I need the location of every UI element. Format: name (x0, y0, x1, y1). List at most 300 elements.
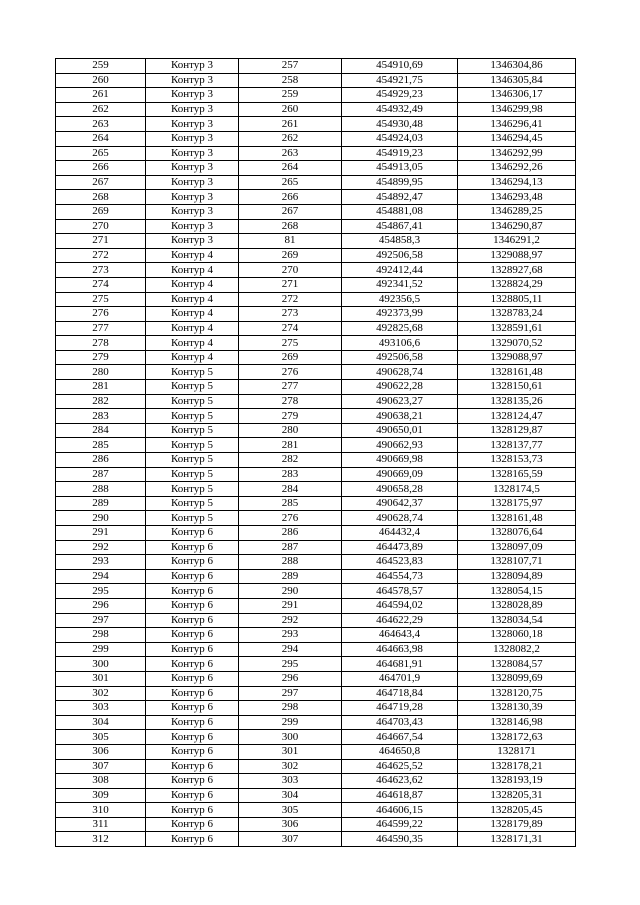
x-coordinate-cell: 492341,52 (342, 277, 458, 292)
row-number-cell: 284 (56, 423, 146, 438)
y-coordinate-cell: 1328084,57 (458, 657, 576, 672)
table-row (56, 555, 576, 570)
contour-name-cell: Контур 3 (146, 73, 239, 88)
table-row (56, 409, 576, 424)
contour-name-cell: Контур 6 (146, 715, 239, 730)
y-coordinate-cell: 1328076,64 (458, 526, 576, 541)
point-number-cell: 282 (239, 453, 342, 468)
contour-name-cell: Контур 6 (146, 803, 239, 818)
x-coordinate-cell: 464667,54 (342, 730, 458, 745)
y-coordinate-cell: 1328179,89 (458, 817, 576, 832)
contour-name-cell: Контур 5 (146, 496, 239, 511)
point-number-cell: 295 (239, 657, 342, 672)
table-row (56, 336, 576, 351)
y-coordinate-cell: 1328927,68 (458, 263, 576, 278)
point-number-cell: 269 (239, 350, 342, 365)
point-number-cell: 281 (239, 438, 342, 453)
row-number-cell: 302 (56, 686, 146, 701)
contour-name-cell: Контур 3 (146, 234, 239, 249)
contour-name-cell: Контур 5 (146, 394, 239, 409)
y-coordinate-cell: 1328205,31 (458, 788, 576, 803)
point-number-cell: 263 (239, 146, 342, 161)
table-row (56, 496, 576, 511)
x-coordinate-cell: 492506,58 (342, 248, 458, 263)
contour-name-cell: Контур 3 (146, 59, 239, 74)
table-row (56, 526, 576, 541)
y-coordinate-cell: 1328097,09 (458, 540, 576, 555)
contour-name-cell: Контур 4 (146, 307, 239, 322)
contour-name-cell: Контур 6 (146, 628, 239, 643)
row-number-cell: 282 (56, 394, 146, 409)
table-row (56, 438, 576, 453)
point-number-cell: 274 (239, 321, 342, 336)
row-number-cell: 280 (56, 365, 146, 380)
x-coordinate-cell: 454924,03 (342, 131, 458, 146)
contour-name-cell: Контур 3 (146, 204, 239, 219)
table-row (56, 146, 576, 161)
y-coordinate-cell: 1328193,19 (458, 774, 576, 789)
contour-name-cell: Контур 4 (146, 292, 239, 307)
y-coordinate-cell: 1328150,61 (458, 380, 576, 395)
point-number-cell: 306 (239, 817, 342, 832)
x-coordinate-cell: 490650,01 (342, 423, 458, 438)
row-number-cell: 271 (56, 234, 146, 249)
row-number-cell: 297 (56, 613, 146, 628)
contour-name-cell: Контур 6 (146, 759, 239, 774)
x-coordinate-cell: 492412,44 (342, 263, 458, 278)
row-number-cell: 299 (56, 642, 146, 657)
table-row (56, 307, 576, 322)
contour-name-cell: Контур 4 (146, 277, 239, 292)
x-coordinate-cell: 464643,4 (342, 628, 458, 643)
contour-name-cell: Контур 3 (146, 102, 239, 117)
y-coordinate-cell: 1329088,97 (458, 350, 576, 365)
point-number-cell: 275 (239, 336, 342, 351)
contour-name-cell: Контур 4 (146, 321, 239, 336)
row-number-cell: 294 (56, 569, 146, 584)
table-row (56, 292, 576, 307)
row-number-cell: 306 (56, 744, 146, 759)
contour-name-cell: Контур 3 (146, 219, 239, 234)
row-number-cell: 298 (56, 628, 146, 643)
point-number-cell: 272 (239, 292, 342, 307)
table-row (56, 380, 576, 395)
row-number-cell: 288 (56, 482, 146, 497)
contour-name-cell: Контур 6 (146, 555, 239, 570)
table-row (56, 453, 576, 468)
contour-name-cell: Контур 4 (146, 248, 239, 263)
y-coordinate-cell: 1328129,87 (458, 423, 576, 438)
row-number-cell: 301 (56, 671, 146, 686)
table-row (56, 774, 576, 789)
contour-name-cell: Контур 5 (146, 453, 239, 468)
point-number-cell: 276 (239, 365, 342, 380)
point-number-cell: 305 (239, 803, 342, 818)
row-number-cell: 259 (56, 59, 146, 74)
x-coordinate-cell: 454892,47 (342, 190, 458, 205)
y-coordinate-cell: 1328099,69 (458, 671, 576, 686)
point-number-cell: 285 (239, 496, 342, 511)
point-number-cell: 287 (239, 540, 342, 555)
row-number-cell: 281 (56, 380, 146, 395)
row-number-cell: 260 (56, 73, 146, 88)
x-coordinate-cell: 490623,27 (342, 394, 458, 409)
row-number-cell: 289 (56, 496, 146, 511)
row-number-cell: 262 (56, 102, 146, 117)
point-number-cell: 269 (239, 248, 342, 263)
y-coordinate-cell: 1328174,5 (458, 482, 576, 497)
x-coordinate-cell: 492506,58 (342, 350, 458, 365)
y-coordinate-cell: 1328178,21 (458, 759, 576, 774)
y-coordinate-cell: 1328107,71 (458, 555, 576, 570)
contour-name-cell: Контур 6 (146, 774, 239, 789)
row-number-cell: 287 (56, 467, 146, 482)
y-coordinate-cell: 1328153,73 (458, 453, 576, 468)
table-row (56, 321, 576, 336)
point-number-cell: 290 (239, 584, 342, 599)
table-row (56, 423, 576, 438)
table-row (56, 175, 576, 190)
contour-name-cell: Контур 6 (146, 598, 239, 613)
table-row (56, 540, 576, 555)
x-coordinate-cell: 454858,3 (342, 234, 458, 249)
y-coordinate-cell: 1328175,97 (458, 496, 576, 511)
table-row (56, 511, 576, 526)
x-coordinate-cell: 454899,95 (342, 175, 458, 190)
point-number-cell: 258 (239, 73, 342, 88)
x-coordinate-cell: 464623,62 (342, 774, 458, 789)
point-number-cell: 276 (239, 511, 342, 526)
table-row (56, 584, 576, 599)
contour-name-cell: Контур 6 (146, 686, 239, 701)
x-coordinate-cell: 492825,68 (342, 321, 458, 336)
table-row (56, 467, 576, 482)
point-number-cell: 302 (239, 759, 342, 774)
x-coordinate-cell: 490658,28 (342, 482, 458, 497)
x-coordinate-cell: 464618,87 (342, 788, 458, 803)
row-number-cell: 265 (56, 146, 146, 161)
row-number-cell: 305 (56, 730, 146, 745)
y-coordinate-cell: 1328165,59 (458, 467, 576, 482)
table-row (56, 277, 576, 292)
contour-name-cell: Контур 6 (146, 671, 239, 686)
row-number-cell: 283 (56, 409, 146, 424)
x-coordinate-cell: 490622,28 (342, 380, 458, 395)
x-coordinate-cell: 464578,57 (342, 584, 458, 599)
point-number-cell: 289 (239, 569, 342, 584)
x-coordinate-cell: 464606,15 (342, 803, 458, 818)
table-row (56, 569, 576, 584)
y-coordinate-cell: 1346290,87 (458, 219, 576, 234)
row-number-cell: 268 (56, 190, 146, 205)
row-number-cell: 278 (56, 336, 146, 351)
contour-name-cell: Контур 6 (146, 730, 239, 745)
contour-name-cell: Контур 4 (146, 350, 239, 365)
table-row (56, 88, 576, 103)
point-number-cell: 307 (239, 832, 342, 847)
row-number-cell: 291 (56, 526, 146, 541)
y-coordinate-cell: 1328171 (458, 744, 576, 759)
y-coordinate-cell: 1328028,89 (458, 598, 576, 613)
point-number-cell: 265 (239, 175, 342, 190)
point-number-cell: 267 (239, 204, 342, 219)
point-number-cell: 301 (239, 744, 342, 759)
x-coordinate-cell: 454921,75 (342, 73, 458, 88)
x-coordinate-cell: 490628,74 (342, 511, 458, 526)
x-coordinate-cell: 490642,37 (342, 496, 458, 511)
point-number-cell: 286 (239, 526, 342, 541)
table-row (56, 73, 576, 88)
contour-name-cell: Контур 5 (146, 365, 239, 380)
table-row (56, 642, 576, 657)
contour-name-cell: Контур 6 (146, 569, 239, 584)
table-row (56, 671, 576, 686)
row-number-cell: 261 (56, 88, 146, 103)
x-coordinate-cell: 464622,29 (342, 613, 458, 628)
point-number-cell: 283 (239, 467, 342, 482)
y-coordinate-cell: 1328172,63 (458, 730, 576, 745)
x-coordinate-cell: 492373,99 (342, 307, 458, 322)
contour-name-cell: Контур 3 (146, 88, 239, 103)
contour-name-cell: Контур 6 (146, 701, 239, 716)
x-coordinate-cell: 464590,35 (342, 832, 458, 847)
x-coordinate-cell: 464523,83 (342, 555, 458, 570)
table-row (56, 117, 576, 132)
contour-name-cell: Контур 3 (146, 190, 239, 205)
contour-name-cell: Контур 3 (146, 146, 239, 161)
x-coordinate-cell: 464554,73 (342, 569, 458, 584)
x-coordinate-cell: 454929,23 (342, 88, 458, 103)
contour-name-cell: Контур 6 (146, 832, 239, 847)
y-coordinate-cell: 1346296,41 (458, 117, 576, 132)
x-coordinate-cell: 454919,23 (342, 146, 458, 161)
row-number-cell: 269 (56, 204, 146, 219)
row-number-cell: 274 (56, 277, 146, 292)
y-coordinate-cell: 1346299,98 (458, 102, 576, 117)
contour-name-cell: Контур 3 (146, 175, 239, 190)
x-coordinate-cell: 464599,22 (342, 817, 458, 832)
y-coordinate-cell: 1346306,17 (458, 88, 576, 103)
point-number-cell: 262 (239, 131, 342, 146)
row-number-cell: 275 (56, 292, 146, 307)
x-coordinate-cell: 464681,91 (342, 657, 458, 672)
row-number-cell: 279 (56, 350, 146, 365)
x-coordinate-cell: 492356,5 (342, 292, 458, 307)
contour-name-cell: Контур 5 (146, 423, 239, 438)
contour-name-cell: Контур 5 (146, 380, 239, 395)
table-row (56, 744, 576, 759)
contour-name-cell: Контур 6 (146, 788, 239, 803)
contour-name-cell: Контур 6 (146, 613, 239, 628)
y-coordinate-cell: 1346294,45 (458, 131, 576, 146)
x-coordinate-cell: 490669,98 (342, 453, 458, 468)
y-coordinate-cell: 1329088,97 (458, 248, 576, 263)
table-row (56, 701, 576, 716)
contour-name-cell: Контур 5 (146, 511, 239, 526)
table-row (56, 102, 576, 117)
contour-name-cell: Контур 6 (146, 540, 239, 555)
table-row (56, 248, 576, 263)
y-coordinate-cell: 1328161,48 (458, 511, 576, 526)
x-coordinate-cell: 493106,6 (342, 336, 458, 351)
contour-name-cell: Контур 5 (146, 467, 239, 482)
point-number-cell: 270 (239, 263, 342, 278)
point-number-cell: 288 (239, 555, 342, 570)
x-coordinate-cell: 454867,41 (342, 219, 458, 234)
x-coordinate-cell: 454930,48 (342, 117, 458, 132)
table-row (56, 657, 576, 672)
row-number-cell: 293 (56, 555, 146, 570)
point-number-cell: 292 (239, 613, 342, 628)
contour-name-cell: Контур 5 (146, 409, 239, 424)
y-coordinate-cell: 1328135,26 (458, 394, 576, 409)
row-number-cell: 308 (56, 774, 146, 789)
x-coordinate-cell: 464663,98 (342, 642, 458, 657)
x-coordinate-cell: 454913,05 (342, 161, 458, 176)
x-coordinate-cell: 454881,08 (342, 204, 458, 219)
row-number-cell: 266 (56, 161, 146, 176)
point-number-cell: 280 (239, 423, 342, 438)
row-number-cell: 304 (56, 715, 146, 730)
contour-name-cell: Контур 5 (146, 438, 239, 453)
row-number-cell: 267 (56, 175, 146, 190)
table-row (56, 817, 576, 832)
point-number-cell: 266 (239, 190, 342, 205)
point-number-cell: 260 (239, 102, 342, 117)
y-coordinate-cell: 1328124,47 (458, 409, 576, 424)
row-number-cell: 272 (56, 248, 146, 263)
y-coordinate-cell: 1328094,89 (458, 569, 576, 584)
y-coordinate-cell: 1328591,61 (458, 321, 576, 336)
point-number-cell: 268 (239, 219, 342, 234)
table-row (56, 234, 576, 249)
table-row (56, 613, 576, 628)
y-coordinate-cell: 1328805,11 (458, 292, 576, 307)
point-number-cell: 300 (239, 730, 342, 745)
table-row (56, 161, 576, 176)
x-coordinate-cell: 464432,4 (342, 526, 458, 541)
contour-name-cell: Контур 6 (146, 642, 239, 657)
row-number-cell: 309 (56, 788, 146, 803)
y-coordinate-cell: 1328054,15 (458, 584, 576, 599)
coordinates-table-body (56, 59, 576, 847)
contour-name-cell: Контур 3 (146, 161, 239, 176)
point-number-cell: 278 (239, 394, 342, 409)
y-coordinate-cell: 1328824,29 (458, 277, 576, 292)
table-row (56, 788, 576, 803)
x-coordinate-cell: 454910,69 (342, 59, 458, 74)
contour-name-cell: Контур 4 (146, 336, 239, 351)
x-coordinate-cell: 490669,09 (342, 467, 458, 482)
point-number-cell: 293 (239, 628, 342, 643)
y-coordinate-cell: 1328082,2 (458, 642, 576, 657)
table-row (56, 832, 576, 847)
y-coordinate-cell: 1346289,25 (458, 204, 576, 219)
table-row (56, 803, 576, 818)
row-number-cell: 273 (56, 263, 146, 278)
x-coordinate-cell: 464625,52 (342, 759, 458, 774)
point-number-cell: 264 (239, 161, 342, 176)
coordinates-table (55, 58, 576, 847)
point-number-cell: 273 (239, 307, 342, 322)
row-number-cell: 303 (56, 701, 146, 716)
point-number-cell: 291 (239, 598, 342, 613)
row-number-cell: 311 (56, 817, 146, 832)
point-number-cell: 257 (239, 59, 342, 74)
y-coordinate-cell: 1328171,31 (458, 832, 576, 847)
point-number-cell: 284 (239, 482, 342, 497)
y-coordinate-cell: 1328120,75 (458, 686, 576, 701)
table-row (56, 204, 576, 219)
table-row (56, 131, 576, 146)
row-number-cell: 264 (56, 131, 146, 146)
contour-name-cell: Контур 3 (146, 117, 239, 132)
x-coordinate-cell: 454932,49 (342, 102, 458, 117)
point-number-cell: 279 (239, 409, 342, 424)
y-coordinate-cell: 1346294,13 (458, 175, 576, 190)
x-coordinate-cell: 490662,93 (342, 438, 458, 453)
table-row (56, 394, 576, 409)
x-coordinate-cell: 464473,89 (342, 540, 458, 555)
point-number-cell: 296 (239, 671, 342, 686)
y-coordinate-cell: 1328161,48 (458, 365, 576, 380)
row-number-cell: 300 (56, 657, 146, 672)
y-coordinate-cell: 1328130,39 (458, 701, 576, 716)
y-coordinate-cell: 1346293,48 (458, 190, 576, 205)
table-row (56, 59, 576, 74)
point-number-cell: 261 (239, 117, 342, 132)
x-coordinate-cell: 490628,74 (342, 365, 458, 380)
contour-name-cell: Контур 6 (146, 584, 239, 599)
point-number-cell: 271 (239, 277, 342, 292)
x-coordinate-cell: 464718,84 (342, 686, 458, 701)
x-coordinate-cell: 490638,21 (342, 409, 458, 424)
point-number-cell: 294 (239, 642, 342, 657)
row-number-cell: 285 (56, 438, 146, 453)
point-number-cell: 304 (239, 788, 342, 803)
point-number-cell: 298 (239, 701, 342, 716)
contour-name-cell: Контур 6 (146, 526, 239, 541)
point-number-cell: 303 (239, 774, 342, 789)
table-row (56, 365, 576, 380)
y-coordinate-cell: 1328205,45 (458, 803, 576, 818)
table-row (56, 190, 576, 205)
y-coordinate-cell: 1328146,98 (458, 715, 576, 730)
table-row (56, 263, 576, 278)
y-coordinate-cell: 1328137,77 (458, 438, 576, 453)
row-number-cell: 292 (56, 540, 146, 555)
table-row (56, 686, 576, 701)
row-number-cell: 312 (56, 832, 146, 847)
point-number-cell: 81 (239, 234, 342, 249)
point-number-cell: 277 (239, 380, 342, 395)
x-coordinate-cell: 464650,8 (342, 744, 458, 759)
y-coordinate-cell: 1346305,84 (458, 73, 576, 88)
contour-name-cell: Контур 6 (146, 657, 239, 672)
row-number-cell: 263 (56, 117, 146, 132)
row-number-cell: 286 (56, 453, 146, 468)
x-coordinate-cell: 464719,28 (342, 701, 458, 716)
contour-name-cell: Контур 5 (146, 482, 239, 497)
y-coordinate-cell: 1329070,52 (458, 336, 576, 351)
table-row (56, 598, 576, 613)
row-number-cell: 296 (56, 598, 146, 613)
y-coordinate-cell: 1346291,2 (458, 234, 576, 249)
x-coordinate-cell: 464594,02 (342, 598, 458, 613)
table-row (56, 628, 576, 643)
table-row (56, 219, 576, 234)
table-row (56, 730, 576, 745)
